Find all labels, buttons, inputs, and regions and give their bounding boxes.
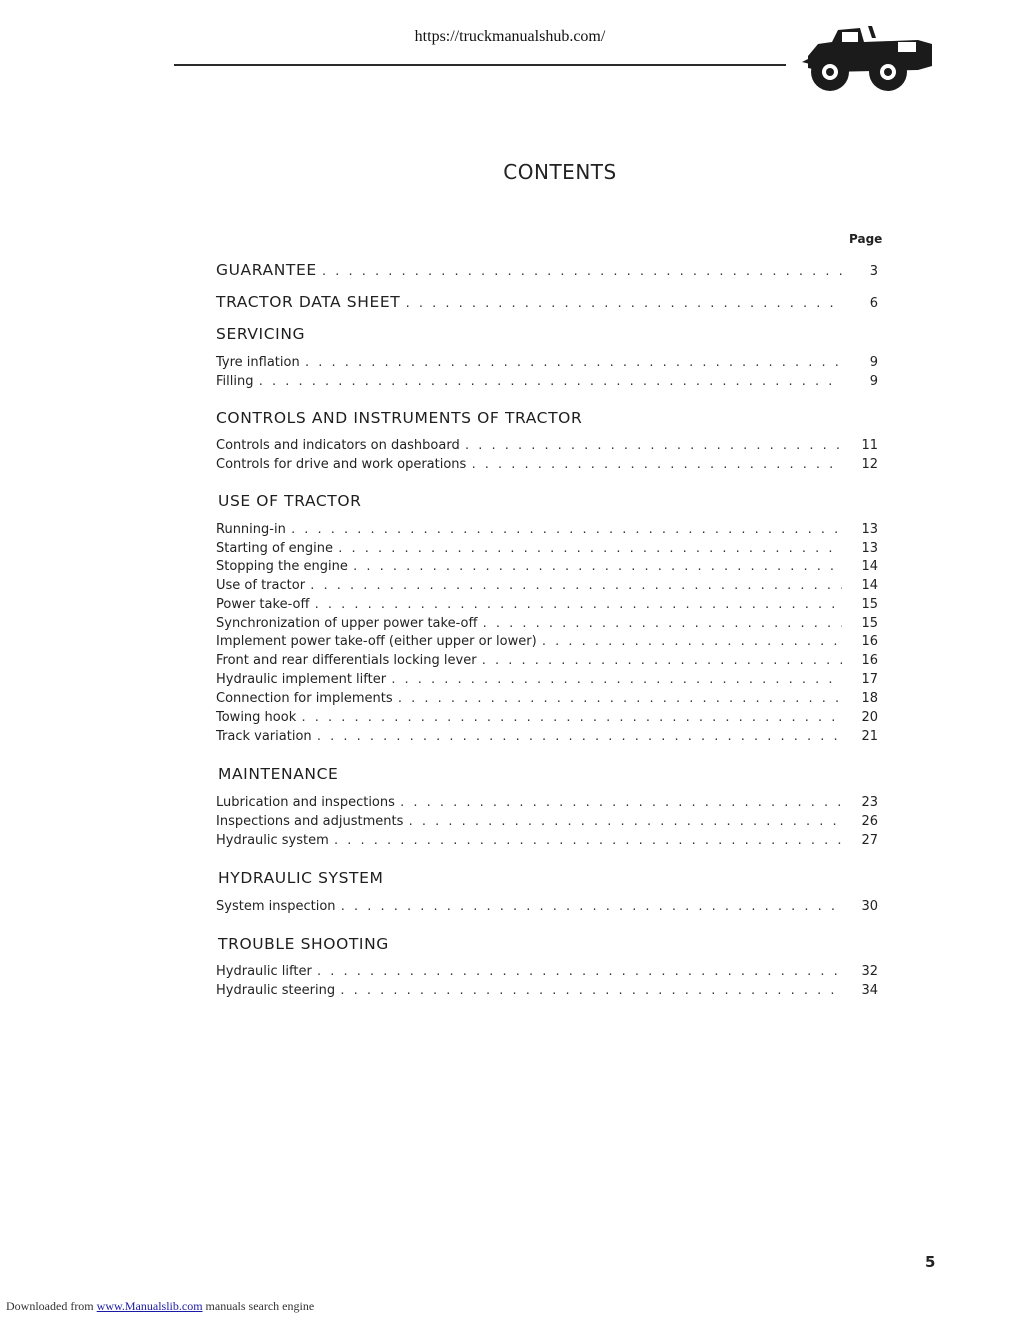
dot-leader [352, 560, 842, 573]
dot-leader [397, 692, 842, 705]
toc-entry-tractor-data-sheet[interactable] [216, 293, 878, 311]
toc-page-number: 27 [861, 833, 878, 848]
dot-leader [257, 375, 842, 388]
dot-leader [290, 523, 842, 536]
section-heading-use-of-tractor: USE OF TRACTOR [218, 492, 362, 510]
dot-leader [481, 654, 842, 667]
toc-page-number: 13 [861, 522, 878, 537]
section-heading-hydraulic-system: HYDRAULIC SYSTEM [218, 869, 384, 887]
toc-page-number: 17 [861, 672, 878, 687]
download-footer [6, 1299, 314, 1314]
page-number: 5 [925, 1253, 936, 1271]
toc-entry[interactable] [216, 964, 878, 982]
toc-entry-label: System inspection [216, 899, 336, 914]
dot-leader [300, 711, 842, 724]
dot-leader [309, 579, 842, 592]
toc-entry-label: Hydraulic implement lifter [216, 672, 387, 687]
header-rule [174, 64, 786, 66]
dot-leader [541, 635, 842, 648]
toc-entry[interactable] [216, 814, 878, 832]
toc-page-number: 21 [861, 729, 878, 744]
toc-page-number: 30 [861, 899, 878, 914]
toc-entry[interactable] [216, 634, 878, 652]
dot-leader [304, 356, 842, 369]
toc-entry-label: Track variation [216, 729, 312, 744]
toc-entry[interactable] [216, 541, 878, 559]
toc-entry-label: Synchronization of upper power take-off [216, 616, 478, 631]
toc-page-number: 26 [861, 814, 878, 829]
toc-page-number: 9 [869, 355, 878, 370]
toc-page-number: 18 [861, 691, 878, 706]
toc-entry-label: Towing hook [216, 710, 297, 725]
toc-page-number: 15 [861, 597, 878, 612]
manualslib-link[interactable]: www.Manualslib.com [96, 1299, 203, 1313]
dot-leader [399, 796, 842, 809]
toc-page-number: 32 [861, 964, 878, 979]
toc-page-number: 16 [861, 653, 878, 668]
toc-page-number: 14 [861, 559, 878, 574]
page-title: CONTENTS [503, 160, 617, 184]
dot-leader [464, 439, 842, 452]
toc-page-number: 16 [861, 634, 878, 649]
footer-suffix: manuals search engine [205, 1299, 315, 1313]
toc-entry[interactable] [216, 374, 878, 392]
section-heading-maintenance: MAINTENANCE [218, 765, 339, 783]
toc-entry-label: Lubrication and inspections [216, 795, 395, 810]
toc-page-number: 14 [861, 578, 878, 593]
toc-page-number: 13 [861, 541, 878, 556]
toc-entry[interactable] [216, 729, 878, 747]
toc-page-number: 11 [861, 438, 878, 453]
toc-entry-label: Hydraulic system [216, 833, 329, 848]
dot-leader [390, 673, 842, 686]
toc-entry-label: GUARANTEE [216, 261, 317, 279]
toc-entry[interactable] [216, 653, 878, 671]
dot-leader [340, 900, 842, 913]
toc-entry-label: Running-in [216, 522, 286, 537]
toc-entry[interactable] [216, 559, 878, 577]
toc-entry[interactable] [216, 672, 878, 690]
toc-entry[interactable] [216, 795, 878, 813]
dot-leader [321, 265, 842, 278]
toc-entry-label: Controls for drive and work operations [216, 457, 467, 472]
header-url[interactable]: https://truckmanualshub.com/ [414, 28, 606, 45]
toc-page-number: 20 [861, 710, 878, 725]
toc-page-number: 23 [861, 795, 878, 810]
toc-entry[interactable] [216, 710, 878, 728]
toc-page-number: 6 [869, 296, 878, 311]
toc-entry[interactable] [216, 899, 878, 917]
toc-entry-label: TRACTOR DATA SHEET [216, 293, 401, 311]
toc-entry[interactable] [216, 438, 878, 456]
dot-leader [333, 834, 842, 847]
toc-entry[interactable] [216, 616, 878, 634]
toc-page-number: 12 [861, 457, 878, 472]
toc-entry-label: Tyre inflation [216, 355, 300, 370]
toc-page-number: 3 [869, 264, 878, 279]
dot-leader [316, 965, 842, 978]
toc-entry-label: Front and rear differentials locking lever [216, 653, 477, 668]
toc-page-number: 15 [861, 616, 878, 631]
toc-entry-label: Implement power take-off (either upper or lower) [216, 634, 537, 649]
page-column-label: Page [849, 232, 883, 246]
toc-entry[interactable] [216, 833, 878, 851]
toc-entry[interactable] [216, 355, 878, 373]
toc-page-number: 9 [869, 374, 878, 389]
dot-leader [339, 984, 842, 997]
toc-entry[interactable] [216, 578, 878, 596]
toc-entry-label: Starting of engine [216, 541, 333, 556]
dot-leader [316, 730, 842, 743]
dot-leader [470, 458, 842, 471]
footer-prefix: Downloaded from [6, 1299, 94, 1313]
dot-leader [481, 617, 842, 630]
dot-leader [337, 542, 842, 555]
section-heading-servicing: SERVICING [216, 325, 306, 343]
toc-page-number: 34 [861, 983, 878, 998]
toc-entry[interactable] [216, 597, 878, 615]
toc-entry-label: Controls and indicators on dashboard [216, 438, 460, 453]
toc-entry-label: Filling [216, 374, 254, 389]
toc-entry-label: Power take-off [216, 597, 310, 612]
dot-leader [313, 598, 842, 611]
toc-entry[interactable] [216, 983, 878, 1001]
toc-entry-label: Stopping the engine [216, 559, 348, 574]
toc-entry[interactable] [216, 457, 878, 475]
dot-leader [404, 297, 842, 310]
toc-entry-label: Hydraulic lifter [216, 964, 312, 979]
toc-entry-label: Connection for implements [216, 691, 393, 706]
tractor-logo-icon [798, 22, 936, 92]
toc-entry-guarantee[interactable] [216, 261, 878, 279]
toc-entry-label: Use of tractor [216, 578, 306, 593]
toc-entry[interactable] [216, 522, 878, 540]
section-heading-controls: CONTROLS AND INSTRUMENTS OF TRACTOR [216, 409, 583, 427]
section-heading-trouble-shooting: TROUBLE SHOOTING [218, 935, 389, 953]
toc-entry-label: Inspections and adjustments [216, 814, 404, 829]
dot-leader [407, 815, 842, 828]
toc-entry-label: Hydraulic steering [216, 983, 336, 998]
toc-entry[interactable] [216, 691, 878, 709]
